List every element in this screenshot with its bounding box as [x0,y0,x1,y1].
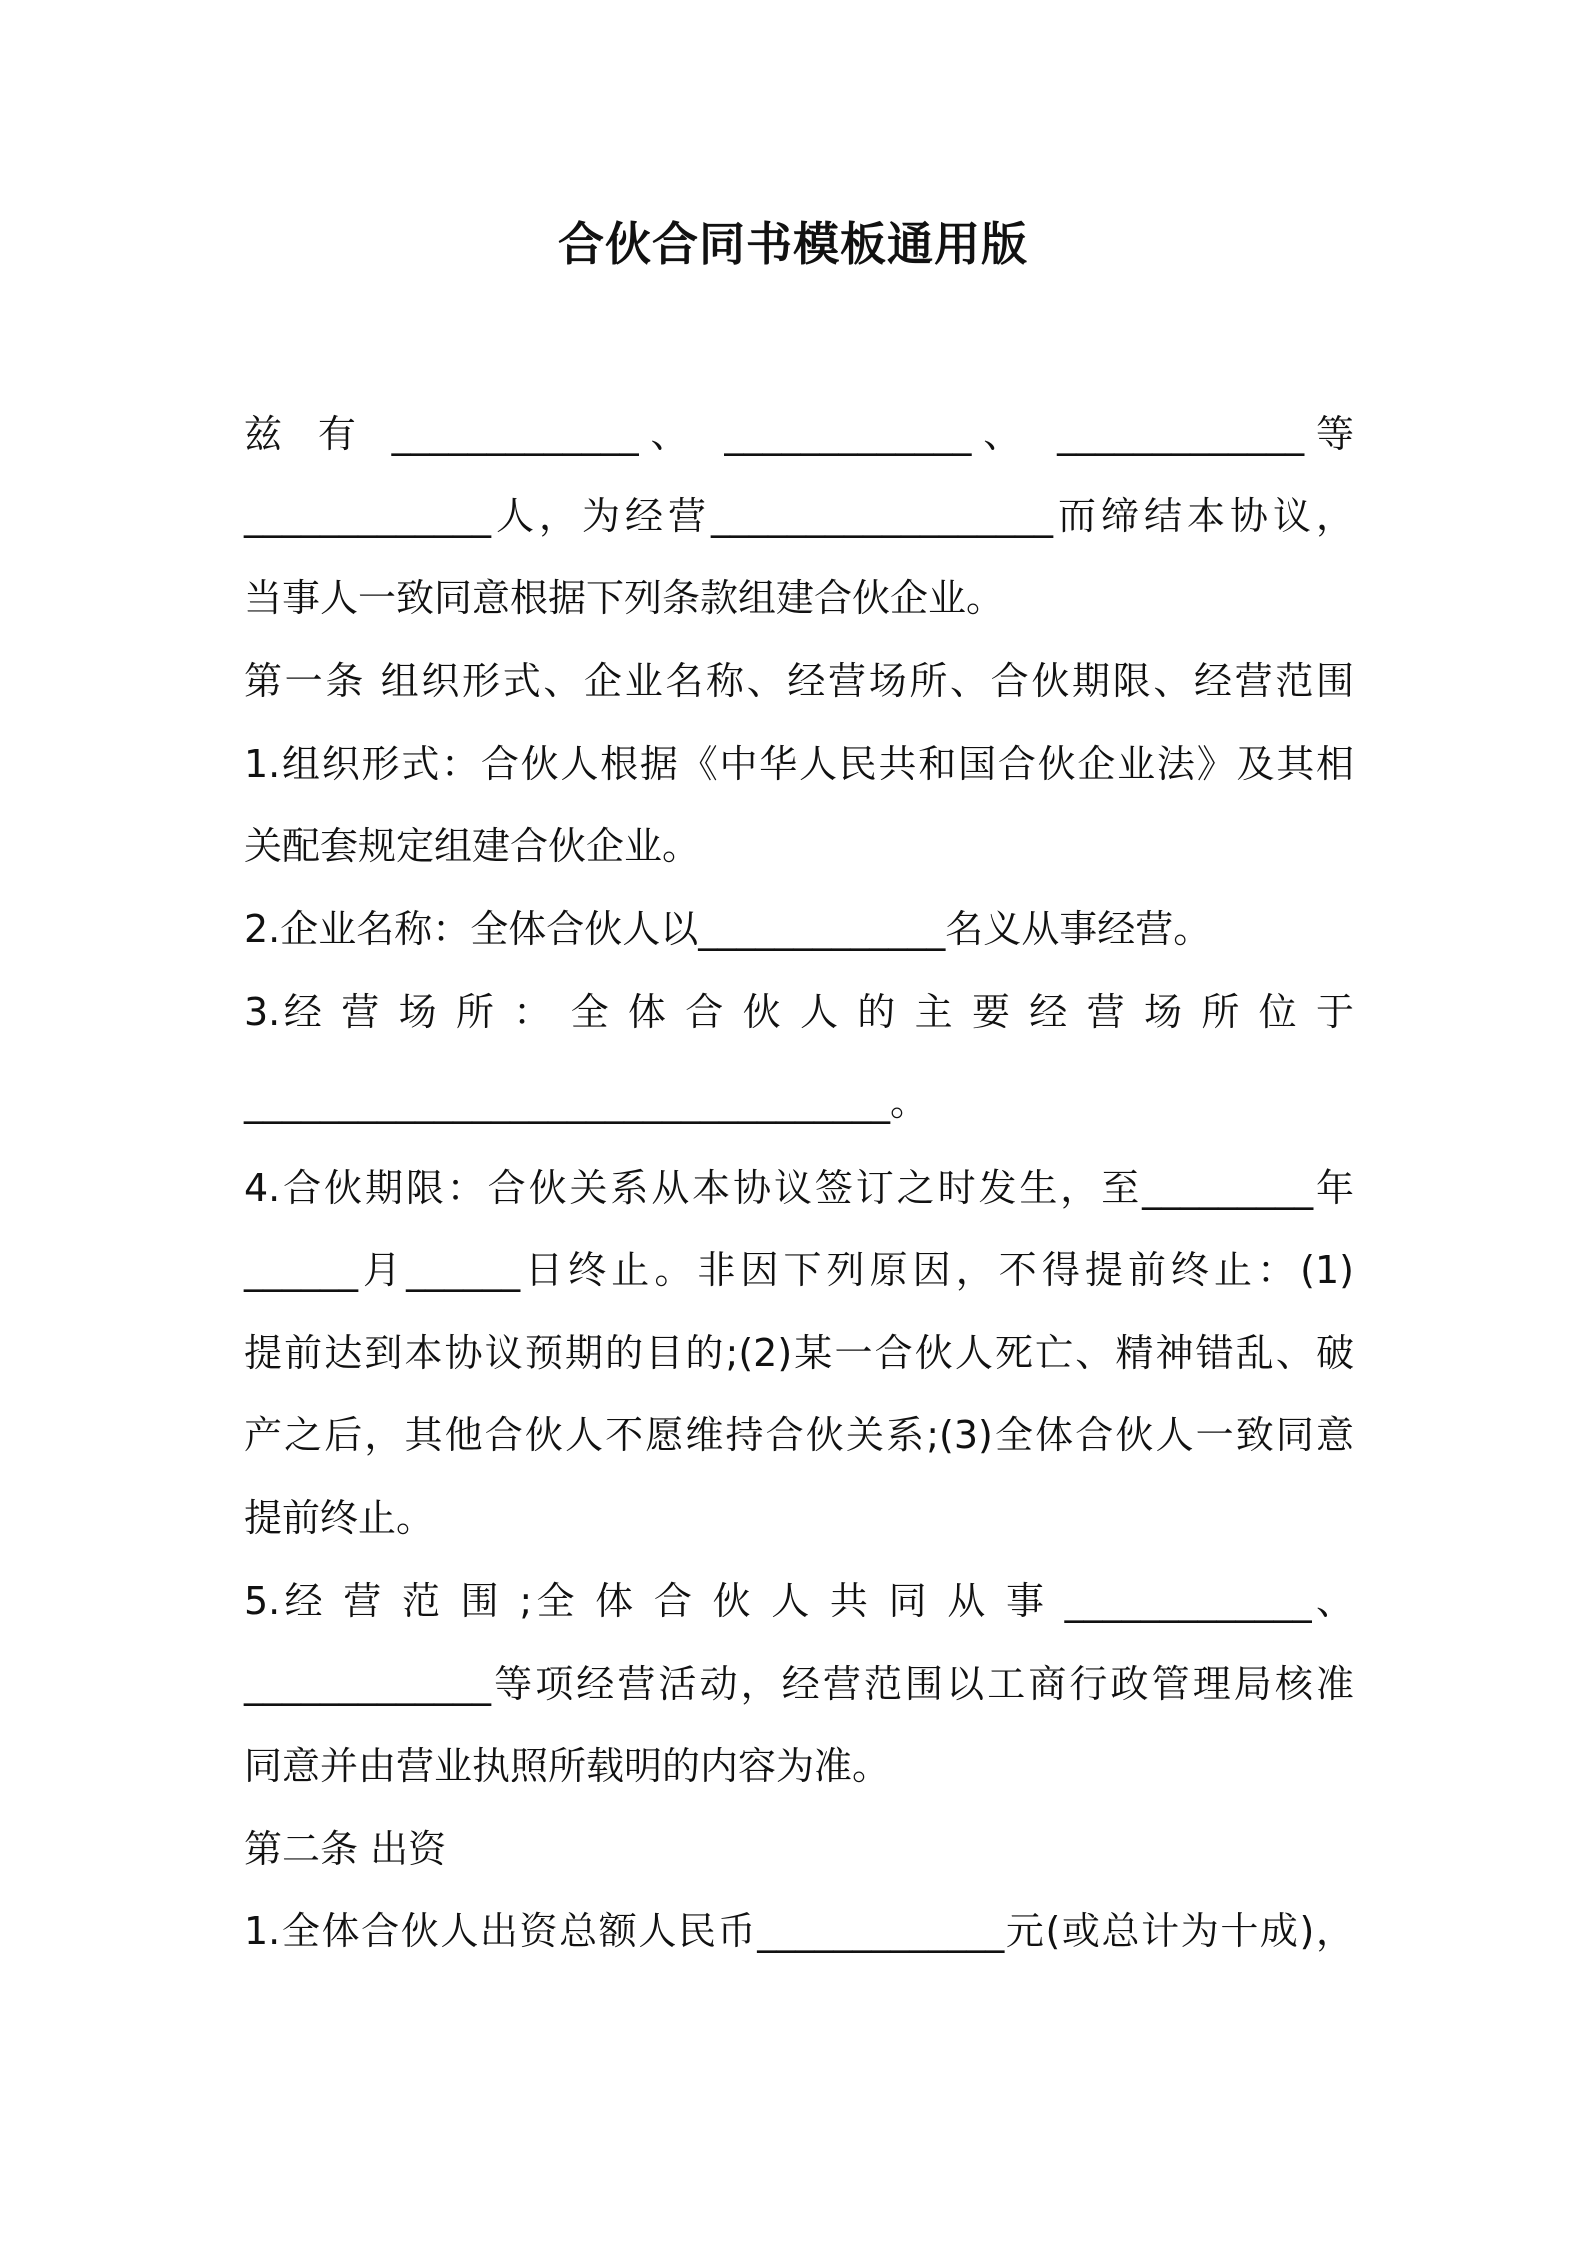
paragraph-line: 5.经 营 范 围 ;全 体 合 伙 人 共 同 从 事 _____________、 [244,1579,1354,1623]
paragraph-line: 3.经 营 场 所 ： 全 体 合 伙 人 的 主 要 经 营 场 所 位 于 [244,990,1354,1034]
paragraph-line: _____________等项经营活动，经营范围以工商行政管理局核准 [244,1662,1354,1706]
paragraph-line: 关配套规定组建合伙企业。 [244,824,701,868]
paragraph-line: 2.企业名称：全体合伙人以_____________名义从事经营。 [244,907,1212,951]
paragraph-line: 1.组织形式：合伙人根据《中华人民共和国合伙企业法》及其相 [244,742,1354,786]
paragraph-line: _____________人，为经营__________________而缔结本协议， [244,494,1354,538]
paragraph-line: 1.全体合伙人出资总额人民币_____________元(或总计为十成)， [244,1909,1354,1953]
paragraph-line: 提前终止。 [244,1496,435,1540]
paragraph-line: 产之后，其他合伙人不愿维持合伙关系;(3)全体合伙人一致同意 [244,1413,1354,1457]
paragraph-line: 当事人一致同意根据下列条款组建合伙企业。 [244,576,1005,620]
article-heading: 第一条 组织形式、企业名称、经营场所、合伙期限、经营范围 [244,659,1354,703]
paragraph-line: 同意并由营业执照所载明的内容为准。 [244,1744,891,1788]
paragraph-line: 提前达到本协议预期的目的;(2)某一合伙人死亡、精神错乱、破 [244,1331,1354,1375]
paragraph-line: ______月______日终止。非因下列原因，不得提前终止：(1) [244,1248,1354,1292]
paragraph-line: __________________________________。 [244,1080,929,1124]
article-heading: 第二条 出资 [244,1827,447,1871]
paragraph-line: 4.合伙期限：合伙关系从本协议签订之时发生，至_________年 [244,1166,1354,1210]
paragraph-line: 兹 有 _____________、 _____________、 _____________等 [244,412,1354,456]
document-title: 合伙合同书模板通用版 [558,217,1028,271]
